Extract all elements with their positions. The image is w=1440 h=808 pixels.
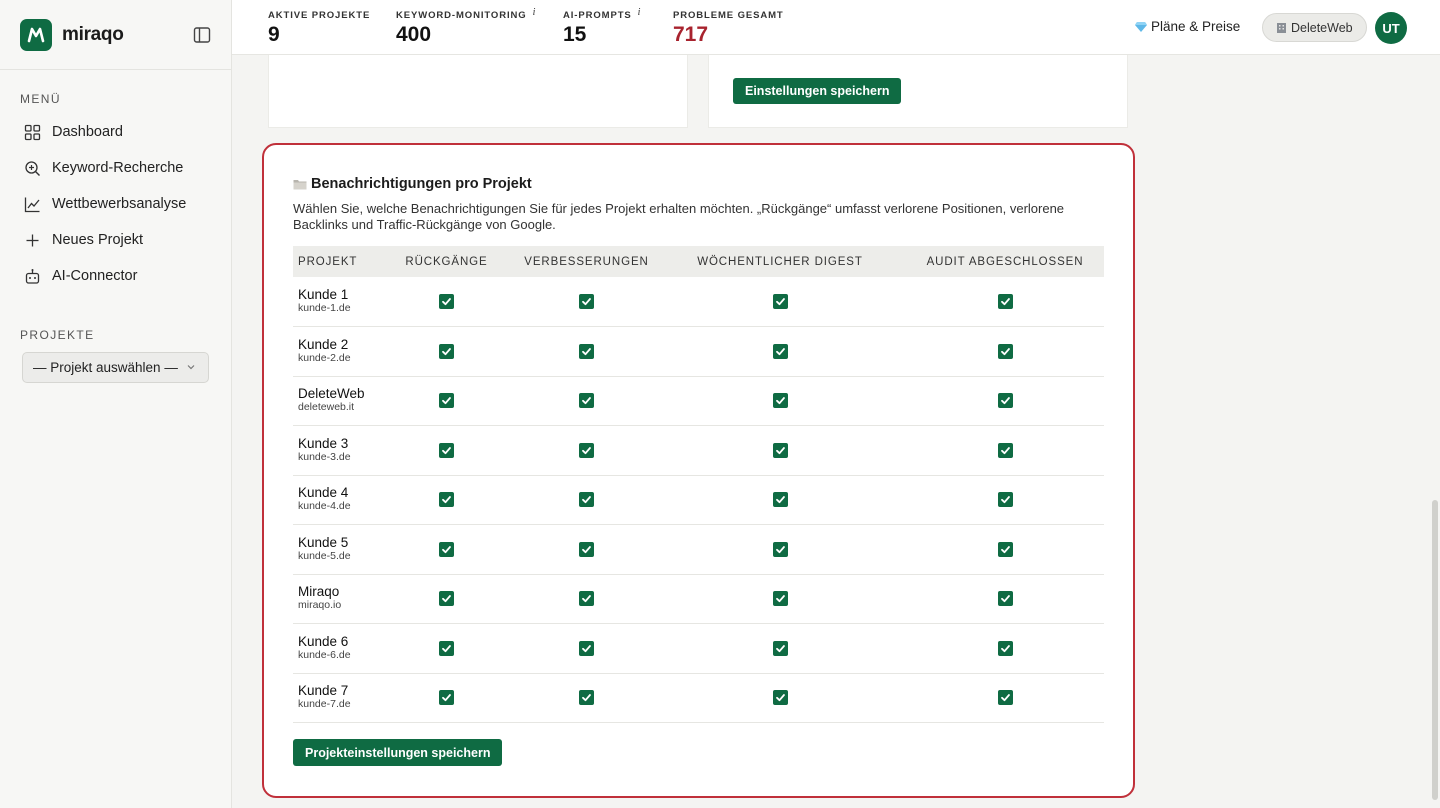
checkbox-cell bbox=[906, 525, 1104, 575]
checkbox-rueckgaenge[interactable] bbox=[439, 393, 454, 408]
project-cell bbox=[293, 475, 374, 525]
project-domain: kunde-4.de bbox=[298, 500, 351, 513]
page-scrollbar[interactable] bbox=[1432, 500, 1438, 800]
check-icon bbox=[441, 346, 452, 357]
checkbox-cell bbox=[654, 624, 906, 674]
table-row bbox=[293, 673, 1104, 723]
checkbox-cell bbox=[374, 475, 519, 525]
stat-ai-prompts bbox=[563, 7, 642, 47]
check-icon bbox=[1000, 692, 1011, 703]
checkbox-verbesserungen[interactable] bbox=[579, 492, 594, 507]
checkbox-woechentlicher-digest[interactable] bbox=[773, 294, 788, 309]
check-icon bbox=[441, 395, 452, 406]
check-icon bbox=[441, 692, 452, 703]
checkbox-cell bbox=[654, 327, 906, 377]
settings-card-right bbox=[708, 55, 1128, 128]
checkbox-cell bbox=[374, 624, 519, 674]
project-cell bbox=[293, 624, 374, 674]
grid-icon bbox=[24, 124, 41, 141]
checkbox-cell bbox=[374, 277, 519, 327]
checkbox-cell bbox=[654, 376, 906, 426]
checkbox-cell bbox=[906, 624, 1104, 674]
project-name: Miraqo bbox=[298, 584, 340, 600]
check-icon bbox=[775, 692, 786, 703]
diamond-icon bbox=[1135, 21, 1147, 33]
check-icon bbox=[581, 494, 592, 505]
project-name: Kunde 3 bbox=[298, 435, 349, 451]
checkbox-verbesserungen[interactable] bbox=[579, 344, 594, 359]
search-plus-icon bbox=[24, 160, 41, 177]
checkbox-audit-abgeschlossen[interactable] bbox=[998, 492, 1013, 507]
checkbox-cell bbox=[654, 277, 906, 327]
folder-icon bbox=[293, 178, 307, 190]
checkbox-cell bbox=[374, 673, 519, 723]
checkbox-cell bbox=[519, 574, 654, 624]
checkbox-verbesserungen[interactable] bbox=[579, 393, 594, 408]
avatar[interactable]: UT bbox=[1375, 12, 1407, 44]
checkbox-cell bbox=[906, 426, 1104, 476]
checkbox-cell bbox=[374, 327, 519, 377]
checkbox-cell bbox=[654, 475, 906, 525]
checkbox-rueckgaenge[interactable] bbox=[439, 344, 454, 359]
checkbox-woechentlicher-digest[interactable] bbox=[773, 690, 788, 705]
check-icon bbox=[1000, 494, 1011, 505]
checkbox-cell bbox=[519, 525, 654, 575]
line-chart-icon bbox=[24, 196, 41, 213]
sidebar-item-label: AI-Connector bbox=[52, 268, 138, 284]
robot-icon bbox=[24, 268, 41, 285]
sidebar-item-keyword-recherche[interactable] bbox=[0, 150, 231, 186]
top-bar bbox=[232, 0, 1440, 55]
info-icon[interactable]: i bbox=[637, 7, 642, 18]
stat-value: 9 bbox=[268, 23, 280, 46]
check-icon bbox=[775, 296, 786, 307]
stat-keyword-monitoring bbox=[396, 7, 537, 47]
checkbox-cell bbox=[906, 327, 1104, 377]
checkbox-cell bbox=[519, 327, 654, 377]
column-header-audit-abgeschlossen: AUDIT ABGESCHLOSSEN bbox=[926, 255, 1084, 268]
section-title bbox=[293, 176, 532, 192]
project-domain: kunde-1.de bbox=[298, 302, 351, 314]
plus-icon bbox=[24, 232, 41, 249]
check-icon bbox=[775, 593, 786, 604]
check-icon bbox=[775, 346, 786, 357]
stat-label: AKTIVE PROJEKTE bbox=[268, 10, 371, 21]
checkbox-cell bbox=[906, 376, 1104, 426]
check-icon bbox=[581, 593, 592, 604]
project-name: Kunde 4 bbox=[298, 485, 349, 501]
check-icon bbox=[1000, 544, 1011, 555]
checkbox-cell bbox=[519, 475, 654, 525]
project-domain: miraqo.io bbox=[298, 599, 342, 612]
checkbox-woechentlicher-digest[interactable] bbox=[773, 443, 788, 458]
checkbox-audit-abgeschlossen[interactable] bbox=[998, 542, 1013, 557]
check-icon bbox=[581, 692, 592, 703]
check-icon bbox=[441, 593, 452, 604]
check-icon bbox=[581, 395, 592, 406]
stat-value: 15 bbox=[563, 23, 587, 46]
checkbox-cell bbox=[654, 525, 906, 575]
project-cell bbox=[293, 376, 374, 426]
project-select-value: — Projekt auswählen — bbox=[33, 360, 178, 375]
check-icon bbox=[1000, 296, 1011, 307]
checkbox-cell bbox=[374, 426, 519, 476]
check-icon bbox=[581, 346, 592, 357]
checkbox-verbesserungen[interactable] bbox=[579, 294, 594, 309]
check-icon bbox=[775, 445, 786, 456]
checkbox-audit-abgeschlossen[interactable] bbox=[998, 690, 1013, 705]
checkbox-rueckgaenge[interactable] bbox=[439, 641, 454, 656]
checkbox-woechentlicher-digest[interactable] bbox=[773, 542, 788, 557]
checkbox-woechentlicher-digest[interactable] bbox=[773, 641, 788, 656]
project-notification-table bbox=[293, 246, 1104, 723]
check-icon bbox=[441, 296, 452, 307]
checkbox-cell bbox=[374, 376, 519, 426]
notifications-per-project-card bbox=[262, 143, 1135, 798]
stat-label: KEYWORD-MONITORING bbox=[396, 10, 527, 21]
brand-header bbox=[0, 0, 231, 70]
stat-label: AI-PROMPTS bbox=[563, 10, 632, 21]
workspace-label: DeleteWeb bbox=[1291, 20, 1353, 35]
sidebar-item-label: Wettbewerbsanalyse bbox=[52, 196, 187, 212]
plans-label: Pläne & Preise bbox=[1151, 19, 1241, 34]
project-cell bbox=[293, 426, 374, 476]
checkbox-audit-abgeschlossen[interactable] bbox=[998, 344, 1013, 359]
checkbox-rueckgaenge[interactable] bbox=[439, 690, 454, 705]
checkbox-cell bbox=[519, 624, 654, 674]
checkbox-woechentlicher-digest[interactable] bbox=[773, 393, 788, 408]
project-domain: kunde-5.de bbox=[298, 549, 351, 562]
table-row bbox=[293, 475, 1104, 525]
project-select[interactable] bbox=[22, 352, 209, 383]
check-icon bbox=[775, 494, 786, 505]
check-icon bbox=[441, 643, 452, 654]
checkbox-verbesserungen[interactable] bbox=[579, 591, 594, 606]
table-header-row bbox=[293, 246, 1104, 277]
project-domain: kunde-3.de bbox=[298, 450, 351, 463]
info-icon[interactable]: i bbox=[532, 7, 537, 18]
section-description: Wählen Sie, welche Benachrichtigungen Sie für jedes Projekt erhalten möchten. „Rückgänge“ umfasst verlorene Positionen, verlorene Backlinks und Traffic-Rückgänge von Google. bbox=[293, 201, 1065, 232]
check-icon bbox=[441, 494, 452, 505]
checkbox-woechentlicher-digest[interactable] bbox=[773, 492, 788, 507]
plans-pricing-link[interactable] bbox=[1135, 19, 1240, 34]
brand-name: miraqo bbox=[62, 23, 124, 45]
logo-icon[interactable] bbox=[20, 19, 52, 51]
checkbox-cell bbox=[519, 277, 654, 327]
checkbox-audit-abgeschlossen[interactable] bbox=[998, 591, 1013, 606]
check-icon bbox=[1000, 346, 1011, 357]
sidebar-item-ai-connector[interactable] bbox=[0, 258, 231, 294]
save-settings-button[interactable]: Einstellungen speichern bbox=[733, 78, 901, 104]
check-icon bbox=[441, 544, 452, 555]
project-domain: kunde-6.de bbox=[298, 648, 351, 661]
section-title-text: Benachrichtigungen pro Projekt bbox=[311, 176, 532, 192]
stat-value: 400 bbox=[396, 23, 432, 46]
project-cell bbox=[293, 277, 374, 327]
checkbox-audit-abgeschlossen[interactable] bbox=[998, 443, 1013, 458]
project-cell bbox=[293, 327, 374, 377]
check-icon bbox=[1000, 593, 1011, 604]
settings-card-left bbox=[268, 55, 688, 128]
checkbox-rueckgaenge[interactable] bbox=[439, 492, 454, 507]
save-project-settings-button[interactable]: Projekteinstellungen speichern bbox=[293, 739, 502, 766]
check-icon bbox=[775, 395, 786, 406]
project-cell bbox=[293, 525, 374, 575]
checkbox-cell bbox=[519, 426, 654, 476]
sidebar-item-wettbewerbsanalyse[interactable] bbox=[0, 186, 231, 222]
stat-value: 717 bbox=[673, 23, 709, 46]
project-cell bbox=[293, 673, 374, 723]
checkbox-audit-abgeschlossen[interactable] bbox=[998, 641, 1013, 656]
checkbox-cell bbox=[654, 673, 906, 723]
sidebar-item-label: Dashboard bbox=[52, 124, 123, 140]
checkbox-cell bbox=[654, 574, 906, 624]
checkbox-verbesserungen[interactable] bbox=[579, 690, 594, 705]
sidebar-item-neues-projekt[interactable] bbox=[0, 222, 231, 258]
column-header-projekt: PROJEKT bbox=[298, 255, 358, 268]
main-menu bbox=[0, 114, 231, 294]
checkbox-verbesserungen[interactable] bbox=[579, 443, 594, 458]
checkbox-rueckgaenge[interactable] bbox=[439, 294, 454, 309]
table-row bbox=[293, 525, 1104, 575]
check-icon bbox=[581, 544, 592, 555]
checkbox-rueckgaenge[interactable] bbox=[439, 591, 454, 606]
sidebar-item-label: Keyword-Recherche bbox=[52, 160, 184, 176]
check-icon bbox=[581, 643, 592, 654]
checkbox-cell bbox=[374, 574, 519, 624]
checkbox-cell bbox=[906, 673, 1104, 723]
stat-active-projects bbox=[268, 10, 370, 47]
project-name: Kunde 2 bbox=[298, 336, 349, 352]
table-row bbox=[293, 574, 1104, 624]
project-name: Kunde 5 bbox=[298, 534, 349, 550]
check-icon bbox=[581, 296, 592, 307]
table-row bbox=[293, 624, 1104, 674]
check-icon bbox=[581, 445, 592, 456]
check-icon bbox=[1000, 445, 1011, 456]
column-header-woechentlicher-digest: WÖCHENTLICHER DIGEST bbox=[697, 255, 863, 268]
menu-section-label: MENÜ bbox=[20, 92, 61, 106]
check-icon bbox=[441, 445, 452, 456]
stat-label: PROBLEME GESAMT bbox=[673, 10, 784, 21]
checkbox-cell bbox=[519, 673, 654, 723]
checkbox-rueckgaenge[interactable] bbox=[439, 542, 454, 557]
table-row bbox=[293, 277, 1104, 327]
sidebar-item-dashboard[interactable] bbox=[0, 114, 231, 150]
checkbox-verbesserungen[interactable] bbox=[579, 641, 594, 656]
project-name: Kunde 1 bbox=[298, 287, 349, 302]
checkbox-cell bbox=[906, 475, 1104, 525]
table-row bbox=[293, 327, 1104, 377]
check-icon bbox=[1000, 395, 1011, 406]
workspace-button[interactable] bbox=[1262, 13, 1367, 42]
checkbox-woechentlicher-digest[interactable] bbox=[773, 591, 788, 606]
project-domain: deleteweb.it bbox=[298, 401, 355, 414]
checkbox-cell bbox=[654, 426, 906, 476]
checkbox-audit-abgeschlossen[interactable] bbox=[998, 294, 1013, 309]
project-domain: kunde-7.de bbox=[298, 698, 351, 711]
checkbox-cell bbox=[519, 376, 654, 426]
table-row bbox=[293, 426, 1104, 476]
checkbox-verbesserungen[interactable] bbox=[579, 542, 594, 557]
checkbox-cell bbox=[906, 277, 1104, 327]
table-row bbox=[293, 376, 1104, 426]
column-header-rueckgaenge: RÜCKGÄNGE bbox=[405, 255, 488, 268]
checkbox-woechentlicher-digest[interactable] bbox=[773, 344, 788, 359]
project-name: Kunde 7 bbox=[298, 683, 349, 699]
sidebar bbox=[0, 0, 232, 808]
building-icon bbox=[1276, 22, 1287, 33]
chevron-down-icon bbox=[186, 362, 196, 372]
sidebar-toggle-icon[interactable] bbox=[193, 26, 211, 44]
check-icon bbox=[775, 544, 786, 555]
checkbox-cell bbox=[374, 525, 519, 575]
stat-problems-total bbox=[673, 10, 784, 47]
project-cell bbox=[293, 574, 374, 624]
checkbox-audit-abgeschlossen[interactable] bbox=[998, 393, 1013, 408]
project-name: Kunde 6 bbox=[298, 633, 349, 649]
projects-section-label: PROJEKTE bbox=[20, 328, 95, 342]
checkbox-rueckgaenge[interactable] bbox=[439, 443, 454, 458]
project-domain: kunde-2.de bbox=[298, 351, 351, 364]
project-name: DeleteWeb bbox=[298, 386, 365, 402]
check-icon bbox=[1000, 643, 1011, 654]
checkbox-cell bbox=[906, 574, 1104, 624]
column-header-verbesserungen: VERBESSERUNGEN bbox=[524, 255, 649, 268]
check-icon bbox=[775, 643, 786, 654]
sidebar-item-label: Neues Projekt bbox=[52, 232, 144, 248]
